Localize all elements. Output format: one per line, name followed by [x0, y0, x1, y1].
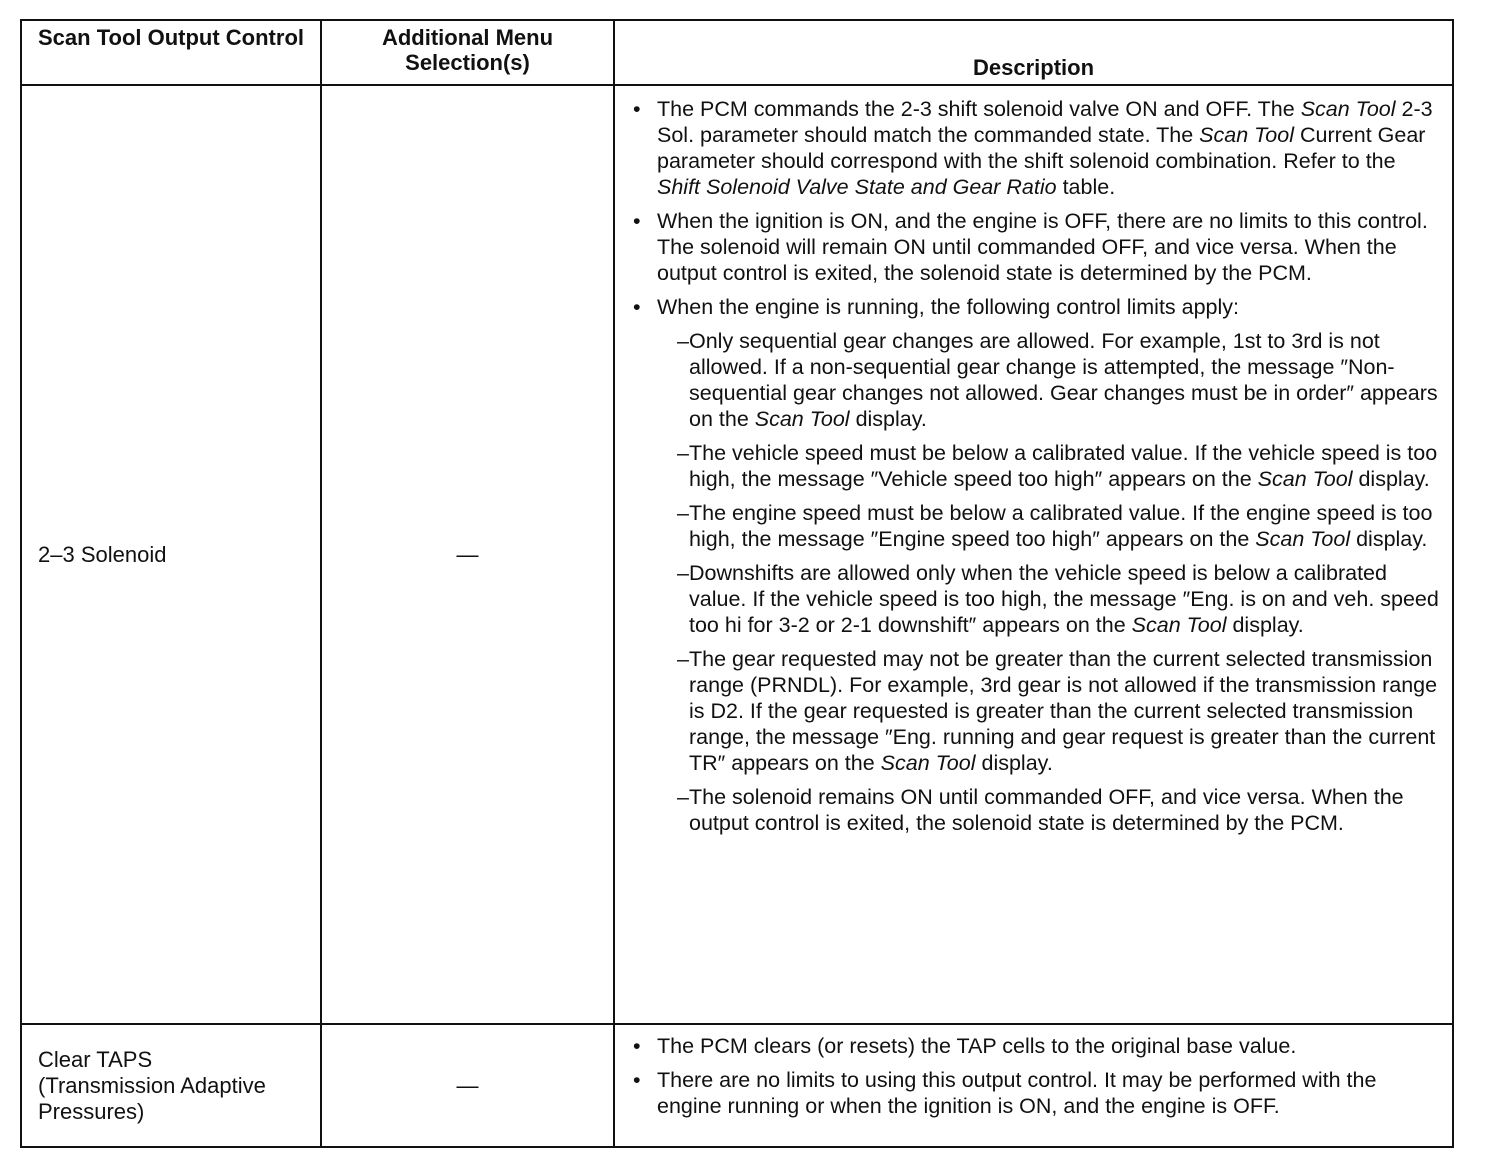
table-row [22, 84, 1452, 1023]
table-header-row [22, 21, 1452, 84]
control-limit-item: – The solenoid remains ON until commanded OFF, and vice versa. When the output control is exited, the solenoid state is determined by the PCM. [689, 784, 1444, 836]
description-bullet: • When the ignition is ON, and the engine is OFF, there are no limits to this control. The solenoid will remain ON until commanded OFF, and vice versa. When the output control is exited, the solenoid state is determined by the PCM. [657, 208, 1444, 286]
control-limit-item: – Only sequential gear changes are allowed. For example, 1st to 3rd is not allowed. If a non-sequential gear change is attempted, the message ″Non-sequential gear changes not allowed. Gear changes must be in order″ appears on the Scan Tool display. [689, 328, 1444, 432]
menu-selection-value: — [456, 541, 479, 567]
header-additional-menu-selections: Additional Menu Selection(s) [322, 21, 615, 84]
header-scan-tool-output-control: Scan Tool Output Control [22, 21, 322, 84]
description-bullet: • When the engine is running, the following control limits apply: [657, 294, 1444, 320]
control-limit-item: – Downshifts are allowed only when the vehicle speed is below a calibrated value. If the vehicle speed is too high, the message ″Eng. is on and veh. speed too hi for 3-2 or 2-1 downshift″ appears on the Scan Tool display. [689, 560, 1444, 638]
control-limit-item: – The vehicle speed must be below a calibrated value. If the vehicle speed is too high, the message ″Vehicle speed too high″ appears on the Scan Tool display. [689, 440, 1444, 492]
table-row [22, 1023, 1452, 1146]
header-description: Description [972, 55, 1095, 80]
description-cell [615, 86, 1452, 1023]
menu-selection-value: — [456, 1072, 479, 1098]
description-bullet: • The PCM clears (or resets) the TAP cells to the original base value. [657, 1033, 1444, 1059]
description-bullet: • The PCM commands the 2-3 shift solenoid valve ON and OFF. The Scan Tool 2-3 Sol. parameter should match the commanded state. The Scan Tool Current Gear parameter should correspond with the shift solenoid combination. Refer to the Shift Solenoid Valve State and Gear Ratio table. [657, 96, 1444, 200]
scan-tool-output-control-table [20, 19, 1454, 1148]
description-cell [615, 1025, 1452, 1146]
description-bullet: • There are no limits to using this output control. It may be performed with the engine running or when the ignition is ON, and the engine is OFF. [657, 1067, 1444, 1119]
control-limit-item: – The engine speed must be below a calibrated value. If the engine speed is too high, the message ″Engine speed too high″ appears on the Scan Tool display. [689, 500, 1444, 552]
output-control-name: Clear TAPS (Transmission Adaptive Pressures) [38, 1046, 266, 1124]
output-control-name: 2–3 Solenoid [38, 541, 167, 567]
control-limit-item: – The gear requested may not be greater than the current selected transmission range (PRNDL). For example, 3rd gear is not allowed if the transmission range is D2. If the gear requested is greater than the current selected transmission range, the message ″Eng. running and gear request is greater than the current TR″ appears on the Scan Tool display. [689, 646, 1444, 776]
